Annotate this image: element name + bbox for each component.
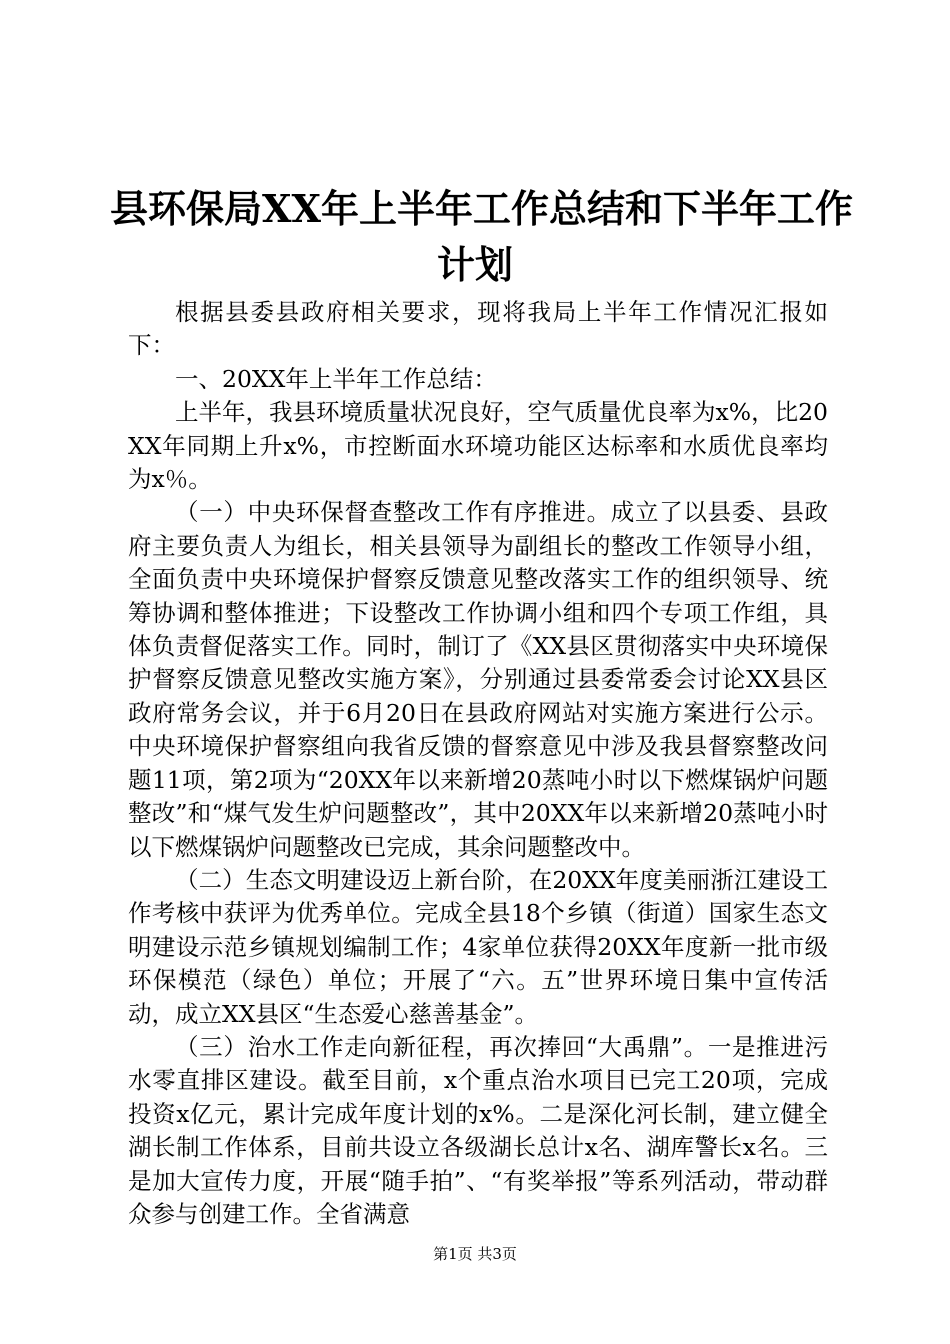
document-body [128, 296, 828, 1231]
document-title-line-2: 计划 [436, 242, 513, 287]
paragraph-item-3: （三）治水工作走向新征程，再次捧回“大禹鼎”。一是推进污水零直排区建设。截至目前，x个重点治水项目已完工20项，完成投资x亿元，累计完成年度计划的x%。二是深化河长制，建立健全湖长制工作体系，目前共设立各级湖长总计x名、湖库警长x名。三是加大宣传力度，开展“随手拍”、“有奖举报”等系列活动，带动群众参与创建工作。全省满意 [128, 1032, 828, 1228]
paragraph-item-1: （一）中央环保督查整改工作有序推进。成立了以县委、县政府主要负责人为组长，相关县领导为副组长的整改工作领导小组，全面负责中央环境保护督察反馈意见整改落实工作的组织领导、统筹协调和整体推进；下设整改工作协调小组和四个专项工作组，具体负责督促落实工作。同时，制订了《XX县区贯彻落实中央环境保护督察反馈意见整改实施方案》，分别通过县委常委会讨论XX县区政府常务会议，并于6月20日在县政府网站对实施方案进行公示。中央环境保护督察组向我省反馈的督察意见中涉及我县督察整改问题11项，第2项为“20XX年以来新增20蒸吨小时以下燃煤锅炉问题整改”和“煤气发生炉问题整改”，其中20XX年以来新增20蒸吨小时以下燃煤锅炉问题整改已完成，其余问题整改中。 [128, 498, 828, 861]
page-number-footer: 第1页 共3页 [433, 1245, 517, 1263]
paragraph-item-2: （二）生态文明建设迈上新台阶，在20XX年度美丽浙江建设工作考核中获评为优秀单位。完成全县18个乡镇（街道）国家生态文明建设示范乡镇规划编制工作；4家单位获得20XX年度新一批市级环保模范（绿色）单位；开展了“六。五”世界环境日集中宣传活动，成立XX县区“生态爱心慈善基金”。 [128, 865, 828, 1028]
paragraph-overview: 上半年，我县环境质量状况良好，空气质量优良率为x%，比20XX年同期上升x%，市控断面水环境功能区达标率和水质优良率均为x％。 [128, 398, 828, 494]
paragraph-intro: 根据县委县政府相关要求，现将我局上半年工作情况汇报如下： [128, 298, 828, 360]
paragraph-section-heading: 一、20XX年上半年工作总结： [175, 364, 497, 393]
document-title-line-1: 县环保局XX年上半年工作总结和下半年工作 [110, 186, 853, 231]
